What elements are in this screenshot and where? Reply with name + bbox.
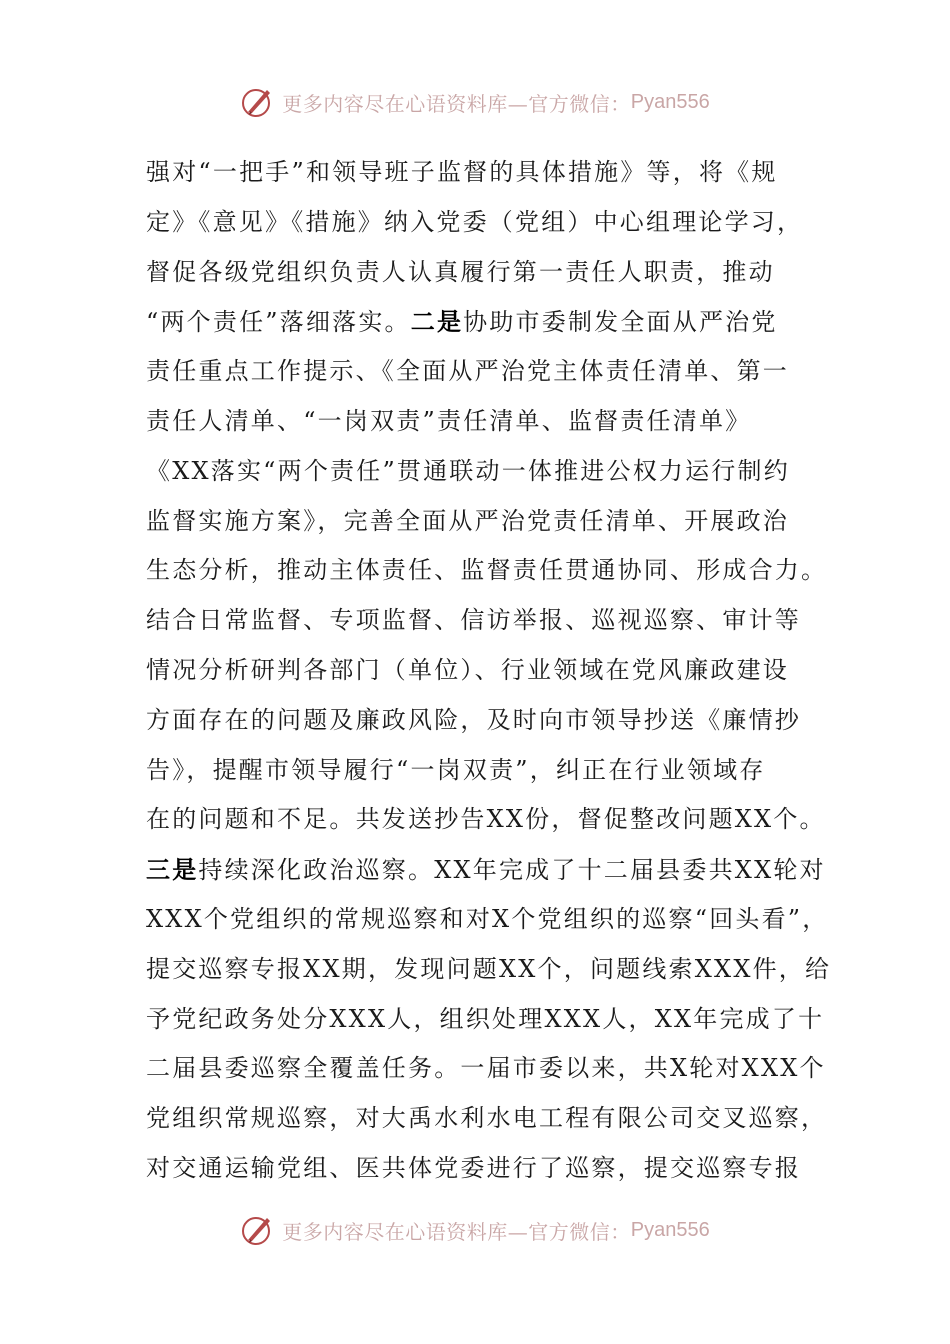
body-line: 定》《意见》《措施》纳入党委（党组）中心组理论学习， bbox=[146, 207, 804, 236]
body-line: 监督实施方案》，完善全面从严治党责任清单、开展政治 bbox=[146, 506, 789, 535]
header-banner-text: 更多内容尽在心语资料库—官方微信： bbox=[282, 91, 631, 116]
body-line: 责任人清单、“一岗双责”责任清单、监督责任清单》 bbox=[146, 406, 752, 435]
body-line: 予党纪政务处分XXX人，组织处理XXX人，XX年完成了十 bbox=[146, 1004, 825, 1033]
body-line: 《XX落实“两个责任”贯通联动一体推进公权力运行制约 bbox=[146, 456, 790, 485]
body-line: “两个责任”落细落实。二是协助市委制发全面从严治党 bbox=[146, 307, 778, 337]
quill-pen-circle-icon bbox=[240, 1212, 276, 1248]
body-line: 责任重点工作提示、《全面从严治党主体责任清单、第一 bbox=[146, 357, 789, 386]
body-line: 党组织常规巡察，对大禹水利水电工程有限公司交叉巡察， bbox=[146, 1104, 828, 1133]
body-line: 对交通运输党组、医共体党委进行了巡察，提交巡察专报 bbox=[146, 1153, 801, 1182]
body-line: 强对“一把手”和领导班子监督的具体措施》等，将《规 bbox=[146, 158, 778, 186]
footer-banner bbox=[0, 1210, 950, 1250]
body-line: 告》，提醒市领导履行“一岗双责”，纠正在行业领域存 bbox=[146, 755, 766, 784]
bold-marker: 三是 bbox=[146, 855, 199, 885]
body-line: 结合日常监督、专项监督、信访举报、巡视巡察、审计等 bbox=[146, 606, 801, 635]
body-line: XXX个党组织的常规巡察和对X个党组织的巡察“回头看”， bbox=[146, 904, 829, 933]
body-line: 三是持续深化政治巡察。XX年完成了十二届县委共XX轮对 bbox=[146, 855, 826, 885]
header-banner bbox=[0, 82, 950, 122]
quill-pen-circle-icon bbox=[240, 84, 276, 120]
body-line: 在的问题和不足。共发送抄告XX份，督促整改问题XX个。 bbox=[146, 805, 826, 834]
document-body bbox=[146, 148, 832, 1194]
bold-marker: 二是 bbox=[410, 307, 464, 337]
body-line: 二届县委巡察全覆盖任务。一届市委以来，共X轮对XXX个 bbox=[146, 1054, 826, 1083]
body-line: 提交巡察专报XX期，发现问题XX个，问题线索XXX件，给 bbox=[146, 954, 832, 983]
header-banner-wechat-id: Pyan556 bbox=[630, 90, 710, 113]
body-line: 方面存在的问题及廉政风险，及时向市领导抄送《廉情抄 bbox=[146, 705, 801, 734]
footer-banner-wechat-id: Pyan556 bbox=[630, 1218, 710, 1241]
body-line: 情况分析研判各部门（单位）、行业领域在党风廉政建设 bbox=[146, 655, 789, 684]
body-line: 督促各级党组织负责人认真履行第一责任人职责，推动 bbox=[146, 257, 775, 286]
footer-banner-text: 更多内容尽在心语资料库—官方微信： bbox=[282, 1219, 631, 1244]
body-line: 生态分析，推动主体责任、监督责任贯通协同、形成合力。 bbox=[146, 556, 828, 585]
